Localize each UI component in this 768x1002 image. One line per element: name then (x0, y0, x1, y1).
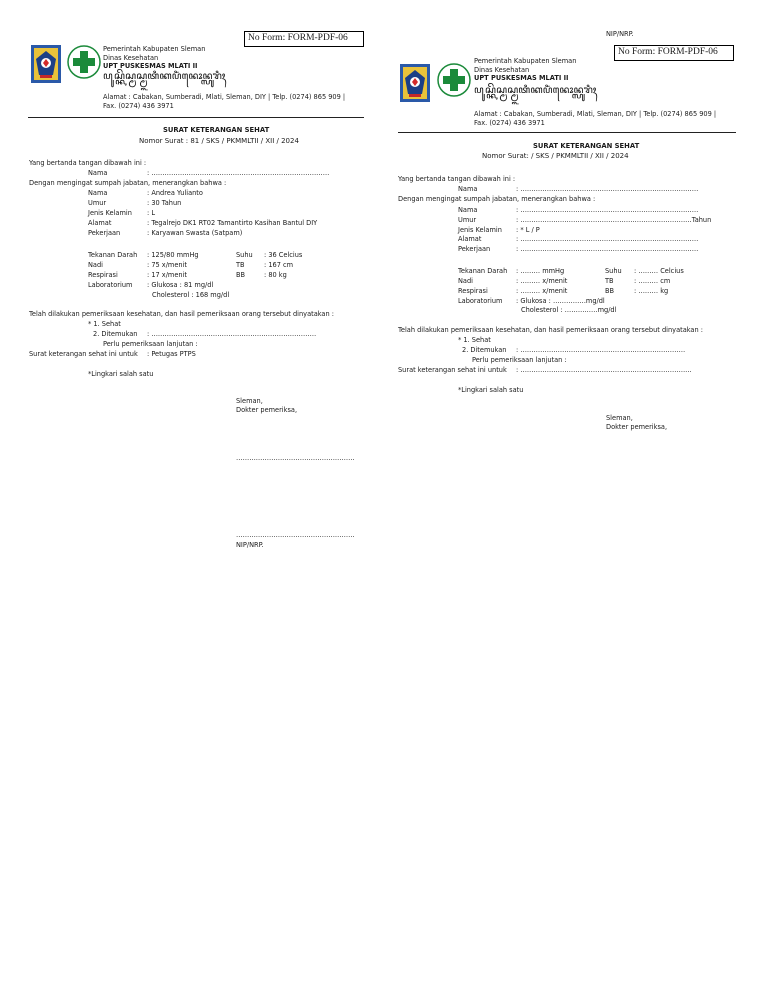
top-nip: NIP/NRP. (606, 30, 634, 38)
vital-label: Nadi (458, 277, 473, 285)
field-value: : Tegalrejo DK1 RT02 Tamantirto Kasihan Bantul DIY (147, 219, 318, 227)
vital-value: : 125/80 mmHg (147, 251, 199, 259)
field-value: : Karyawan Swasta (Satpam) (147, 229, 243, 237)
signer-name-value: : ……………………………………………………………………… (147, 169, 330, 177)
header-gov: Pemerintah Kabupaten Sleman (103, 45, 206, 53)
signer-intro: Yang bertanda tangan dibawah ini : (398, 175, 516, 183)
doc-title: SURAT KETERANGAN SEHAT (163, 126, 270, 134)
vital-label: Nadi (88, 261, 103, 269)
vital-label: Suhu (236, 251, 253, 259)
follow-up-text: Perlu pemeriksaan lanjutan : (103, 340, 198, 348)
header-address: Alamat : Cabakan, Sumberadi, Mlati, Sleman, DIY | Telp. (0274) 865 909 | (103, 93, 346, 101)
field-value: : Andrea Yulianto (147, 189, 203, 197)
field-value: : ……………………………………………………………………… (516, 245, 699, 253)
doc-title: SURAT KETERANGAN SEHAT (533, 142, 640, 150)
header-dept: Dinas Kesehatan (474, 66, 530, 74)
vital-value: : ……… mmHg (516, 267, 565, 275)
vital-label: Respirasi (458, 287, 488, 295)
signature-nip: NIP/NRP. (236, 541, 264, 549)
option-sehat: * 1. Sehat (458, 336, 491, 344)
field-label: Alamat (458, 235, 482, 243)
purpose-value: : …………………………………………………………………… (516, 366, 692, 374)
header-fax: Fax. (0274) 436 3971 (474, 119, 545, 127)
header-divider (28, 117, 364, 118)
field-value: : ……………………………………………………………………… (516, 206, 699, 214)
cholesterol-value: Cholesterol : ……………mg/dl (521, 306, 617, 314)
doc-number: Nomor Surat: / SKS / PKMMLTII / XII / 2024 (482, 152, 629, 160)
vital-value: : ……… kg (634, 287, 669, 295)
puskesmas-cross-icon (437, 63, 471, 97)
header-unit: UPT PUSKESMAS MLATI II (474, 74, 569, 82)
field-label: Nama (88, 189, 108, 197)
option-ditemukan-value: : ………………………………………………………………… (147, 330, 317, 338)
header-unit: UPT PUSKESMAS MLATI II (103, 62, 198, 70)
option-sehat: * 1. Sehat (88, 320, 121, 328)
vital-value: : 17 x/menit (147, 271, 188, 279)
doc-number: Nomor Surat : 81 / SKS / PKMMLTII / XII / 2024 (139, 137, 299, 145)
header-address: Alamat : Cabakan, Sumberadi, Mlati, Sleman, DIY | Telp. (0274) 865 909 | (474, 110, 717, 118)
field-label: Nama (458, 206, 478, 214)
purpose-value: : Petugas PTPS (147, 350, 196, 358)
note-text: *Lingkari salah satu (88, 370, 154, 378)
field-value: : L (147, 209, 155, 217)
field-value: : 30 Tahun (147, 199, 182, 207)
vital-value: : ……… x/menit (516, 277, 568, 285)
vital-label: TB (236, 261, 245, 269)
vital-value: : Glukosa : ……………mg/dl (516, 297, 605, 305)
form-number: No Form: FORM-PDF-06 (618, 47, 718, 57)
oath-text: Dengan mengingat sumpah jabatan, menerangkan bahwa : (29, 179, 227, 187)
field-value: : * L / P (516, 226, 540, 234)
header-fax: Fax. (0274) 436 3971 (103, 102, 174, 110)
note-text: *Lingkari salah satu (458, 386, 524, 394)
vital-value: : Glukosa : 81 mg/dl (147, 281, 214, 289)
signature-line: ……………………………………………… (236, 454, 355, 462)
sleman-seal-icon (31, 45, 61, 83)
signature-doctor: Dokter pemeriksa, (236, 406, 298, 414)
field-label: Pekerjaan (458, 245, 491, 253)
vital-label: Suhu (605, 267, 622, 275)
vital-value: : 75 x/menit (147, 261, 188, 269)
field-label: Pekerjaan (88, 229, 121, 237)
vital-label: BB (605, 287, 615, 295)
field-label: Umur (458, 216, 477, 224)
vital-label: Laboratorium (88, 281, 133, 289)
header-javanese: ꦥꦸꦱ꧀ꦏꦼꦱ꧀ꦩꦱ꧀ꦩ꧀ꦭꦠꦶꦏꦥꦶꦁꦤꦺꦴꦤ꧀ꦭꦸꦫꦶꦃ (103, 71, 226, 82)
vital-value: : 167 cm (264, 261, 294, 269)
vital-label: TB (605, 277, 614, 285)
form-number: No Form: FORM-PDF-06 (248, 33, 348, 43)
signer-name-label: Nama (88, 169, 108, 177)
vital-label: Respirasi (88, 271, 118, 279)
form-number-box (244, 31, 364, 47)
signature-place: Sleman, (236, 397, 263, 405)
field-label: Alamat (88, 219, 112, 227)
signature-line: ……………………………………………… (236, 531, 355, 539)
vital-value: : ……… cm (634, 277, 671, 285)
header-divider (398, 132, 736, 133)
exam-text: Telah dilakukan pemeriksaan kesehatan, dan hasil pemeriksaan orang tersebut dinyatakan : (29, 310, 334, 318)
option-ditemukan: 2. Ditemukan (93, 330, 138, 338)
field-label: Jenis Kelamin (88, 209, 132, 217)
vital-label: Laboratorium (458, 297, 503, 305)
purpose-label: Surat keterangan sehat ini untuk (29, 350, 138, 358)
field-value: : ……………………………………………………………………Tahun (516, 216, 712, 224)
vital-value: : ……… Celcius (634, 267, 684, 275)
signer-intro: Yang bertanda tangan dibawah ini : (29, 159, 147, 167)
option-ditemukan: 2. Ditemukan (462, 346, 507, 354)
signer-name-label: Nama (458, 185, 478, 193)
exam-text: Telah dilakukan pemeriksaan kesehatan, dan hasil pemeriksaan orang tersebut dinyatakan : (398, 326, 703, 334)
follow-up-text: Perlu pemeriksaan lanjutan : (472, 356, 567, 364)
field-label: Umur (88, 199, 107, 207)
oath-text: Dengan mengingat sumpah jabatan, menerangkan bahwa : (398, 195, 596, 203)
signer-name-value: : ……………………………………………………………………… (516, 185, 699, 193)
vital-value: : 80 kg (264, 271, 287, 279)
puskesmas-cross-icon (67, 45, 101, 79)
vital-value: : 36 Celcius (264, 251, 303, 259)
sleman-seal-icon (400, 64, 430, 102)
field-value: : ……………………………………………………………………… (516, 235, 699, 243)
header-gov: Pemerintah Kabupaten Sleman (474, 57, 577, 65)
cholesterol-value: Cholesterol : 168 mg/dl (152, 291, 230, 299)
form-number-box (614, 45, 734, 61)
field-label: Jenis Kelamin (458, 226, 502, 234)
header-javanese: ꦥꦸꦱ꧀ꦏꦼꦱ꧀ꦩꦱ꧀ꦩ꧀ꦭꦠꦶꦏꦥꦶꦁꦤꦺꦴꦤ꧀ꦭꦸꦫꦶꦃ (474, 85, 597, 96)
header-dept: Dinas Kesehatan (103, 54, 159, 62)
purpose-label: Surat keterangan sehat ini untuk (398, 366, 507, 374)
vital-label: BB (236, 271, 246, 279)
vital-label: Tekanan Darah (88, 251, 138, 259)
vital-label: Tekanan Darah (458, 267, 508, 275)
vital-value: : ……… x/menit (516, 287, 568, 295)
signature-doctor: Dokter pemeriksa, (606, 423, 668, 431)
option-ditemukan-value: : ………………………………………………………………… (516, 346, 686, 354)
signature-place: Sleman, (606, 414, 633, 422)
